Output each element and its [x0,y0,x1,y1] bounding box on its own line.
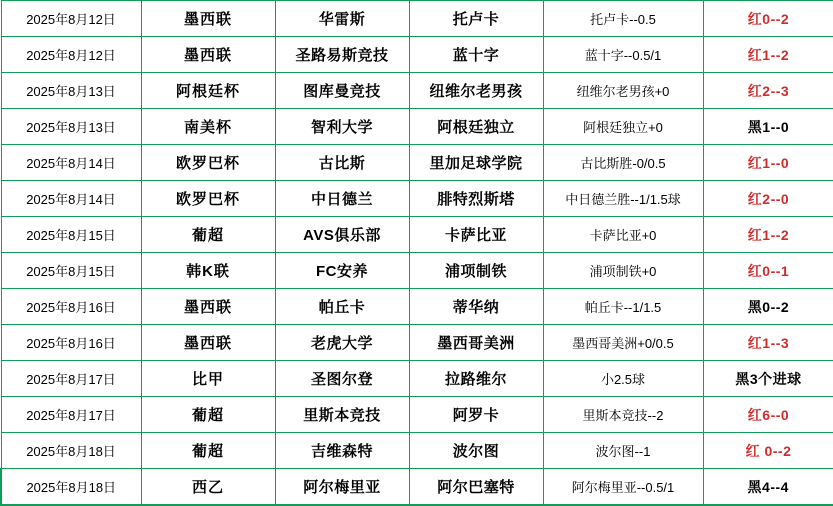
cell-pick: 中日德兰胜--1/1.5球 [543,181,703,217]
cell-pick: 小2.5球 [543,361,703,397]
cell-date: 2025年8月17日 [1,397,141,433]
cell-date: 2025年8月13日 [1,109,141,145]
table-row [1,469,833,506]
table-row [1,253,833,289]
cell-away-team: 阿尔巴塞特 [409,469,543,506]
cell-league: 欧罗巴杯 [141,181,275,217]
cell-league: 墨西联 [141,325,275,361]
table-row [1,361,833,397]
cell-home-team: FC安养 [275,253,409,289]
cell-away-team: 拉路维尔 [409,361,543,397]
cell-pick: 帕丘卡--1/1.5 [543,289,703,325]
cell-league: 葡超 [141,397,275,433]
cell-pick: 墨西哥美洲+0/0.5 [543,325,703,361]
cell-result: 红1--3 [703,325,833,361]
cell-league: 西乙 [141,469,275,506]
cell-result: 黑3个进球 [703,361,833,397]
cell-pick: 托卢卡--0.5 [543,1,703,37]
cell-league: 墨西联 [141,1,275,37]
table-row [1,1,833,37]
cell-date: 2025年8月15日 [1,217,141,253]
cell-result: 红0--1 [703,253,833,289]
cell-home-team: 圣图尔登 [275,361,409,397]
cell-home-team: AVS俱乐部 [275,217,409,253]
cell-result: 红2--0 [703,181,833,217]
cell-date: 2025年8月17日 [1,361,141,397]
table-row [1,433,833,469]
cell-pick: 波尔图--1 [543,433,703,469]
cell-away-team: 里加足球学院 [409,145,543,181]
cell-home-team: 华雷斯 [275,1,409,37]
cell-away-team: 阿罗卡 [409,397,543,433]
cell-pick: 里斯本竞技--2 [543,397,703,433]
cell-home-team: 智利大学 [275,109,409,145]
cell-league: 南美杯 [141,109,275,145]
cell-pick: 阿根廷独立+0 [543,109,703,145]
cell-home-team: 阿尔梅里亚 [275,469,409,506]
cell-pick: 阿尔梅里亚--0.5/1 [543,469,703,506]
cell-league: 葡超 [141,433,275,469]
cell-home-team: 图库曼竞技 [275,73,409,109]
table-row [1,181,833,217]
table-row [1,325,833,361]
cell-date: 2025年8月14日 [1,145,141,181]
cell-result: 红2--3 [703,73,833,109]
cell-home-team: 吉维森特 [275,433,409,469]
table-row [1,109,833,145]
cell-away-team: 阿根廷独立 [409,109,543,145]
cell-pick: 纽维尔老男孩+0 [543,73,703,109]
cell-pick: 蓝十字--0.5/1 [543,37,703,73]
cell-result: 黑4--4 [703,469,833,506]
cell-home-team: 中日德兰 [275,181,409,217]
table-row [1,217,833,253]
cell-result: 红0--2 [703,1,833,37]
cell-away-team: 卡萨比亚 [409,217,543,253]
cell-result: 红1--2 [703,217,833,253]
cell-date: 2025年8月14日 [1,181,141,217]
cell-league: 比甲 [141,361,275,397]
cell-league: 墨西联 [141,289,275,325]
cell-result: 红6--0 [703,397,833,433]
cell-away-team: 腓特烈斯塔 [409,181,543,217]
cell-result: 黑1--0 [703,109,833,145]
cell-home-team: 老虎大学 [275,325,409,361]
cell-date: 2025年8月12日 [1,37,141,73]
table-row [1,37,833,73]
cell-league: 阿根廷杯 [141,73,275,109]
cell-date: 2025年8月16日 [1,325,141,361]
cell-pick: 浦项制铁+0 [543,253,703,289]
cell-league: 葡超 [141,217,275,253]
cell-result: 红1--0 [703,145,833,181]
cell-away-team: 蒂华纳 [409,289,543,325]
cell-home-team: 古比斯 [275,145,409,181]
cell-date: 2025年8月12日 [1,1,141,37]
table-body [1,1,833,506]
cell-home-team: 圣路易斯竞技 [275,37,409,73]
cell-date: 2025年8月15日 [1,253,141,289]
cell-result: 红 0--2 [703,433,833,469]
cell-league: 韩K联 [141,253,275,289]
table-row [1,289,833,325]
table-row [1,73,833,109]
cell-away-team: 波尔图 [409,433,543,469]
cell-away-team: 纽维尔老男孩 [409,73,543,109]
cell-away-team: 浦项制铁 [409,253,543,289]
cell-date: 2025年8月18日 [1,469,141,506]
cell-away-team: 蓝十字 [409,37,543,73]
cell-pick: 古比斯胜-0/0.5 [543,145,703,181]
cell-date: 2025年8月13日 [1,73,141,109]
cell-date: 2025年8月16日 [1,289,141,325]
cell-home-team: 帕丘卡 [275,289,409,325]
cell-result: 红1--2 [703,37,833,73]
cell-date: 2025年8月18日 [1,433,141,469]
table-row [1,145,833,181]
cell-away-team: 托卢卡 [409,1,543,37]
cell-result: 黑0--2 [703,289,833,325]
table-row [1,397,833,433]
cell-league: 欧罗巴杯 [141,145,275,181]
cell-home-team: 里斯本竞技 [275,397,409,433]
cell-league: 墨西联 [141,37,275,73]
cell-away-team: 墨西哥美洲 [409,325,543,361]
cell-pick: 卡萨比亚+0 [543,217,703,253]
